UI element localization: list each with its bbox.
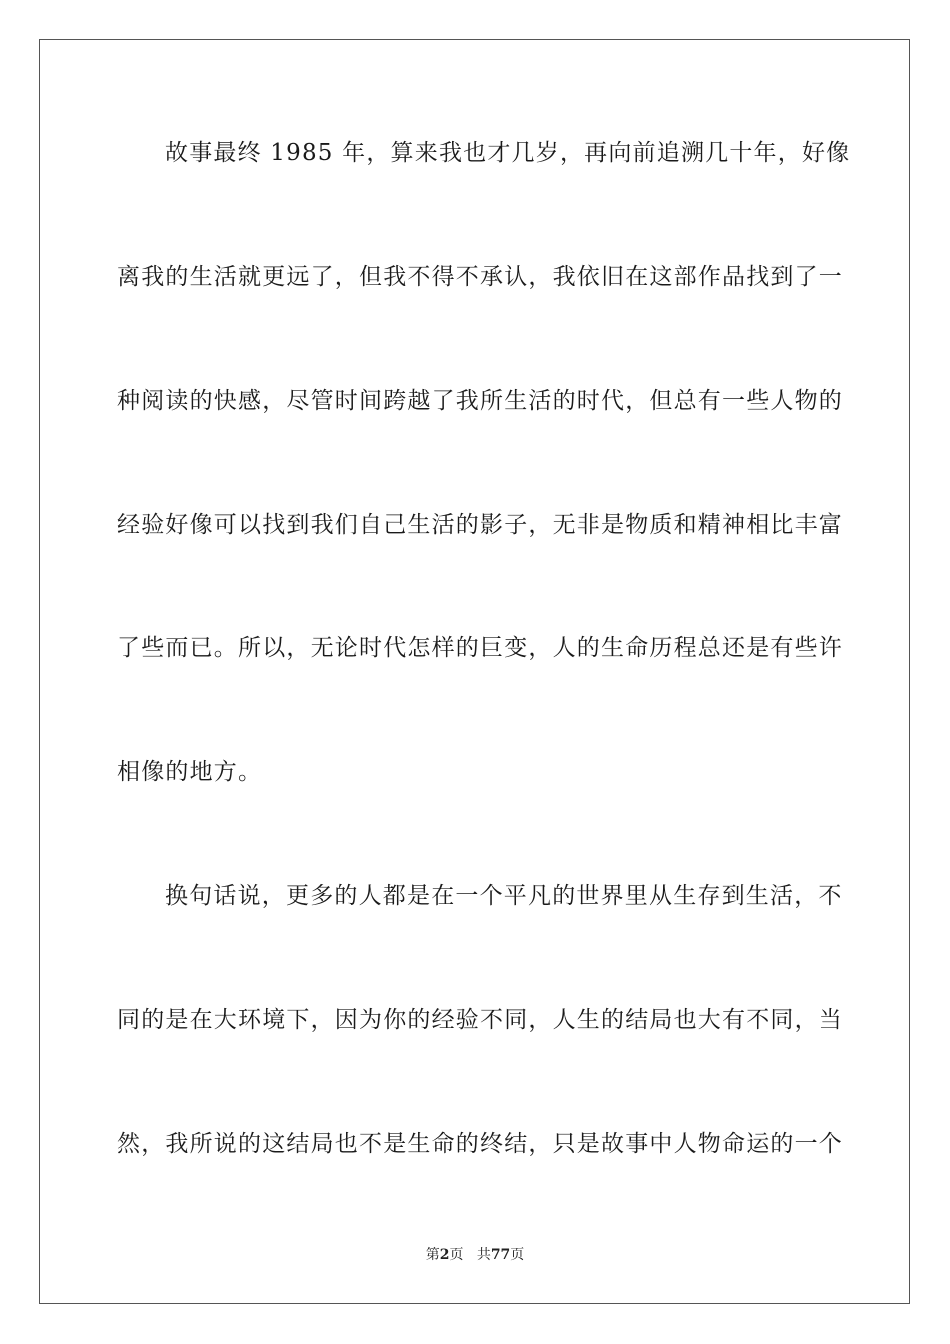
paragraph-2-line-1: 换句话说，更多的人都是在一个平凡的世界里从生存到生活，不 [165,883,843,909]
paragraph-2-line-2: 同的是在大环境下，因为你的经验不同，人生的结局也大有不同，当 [117,1007,843,1033]
total-pages: 77 [490,1247,511,1263]
page-prefix: 第 [425,1247,440,1263]
page-border [39,39,910,1304]
paragraph-1-line-5: 了些而已。所以，无论时代怎样的巨变，人的生命历程总还是有些许 [117,635,843,661]
paragraph-1-line-2: 离我的生活就更远了，但我不得不承认，我依旧在这部作品找到了一 [117,264,843,290]
paragraph-1-line-6: 相像的地方。 [117,759,263,785]
paragraph-1-line-4: 经验好像可以找到我们自己生活的影子，无非是物质和精神相比丰富 [117,512,843,538]
page-footer [0,1246,950,1264]
page-number: 2 [439,1247,450,1263]
total-suffix: 页 [510,1247,525,1263]
paragraph-2-line-3: 然，我所说的这结局也不是生命的终结，只是故事中人物命运的一个 [117,1131,843,1157]
page-suffix: 页 [449,1247,464,1263]
paragraph-1-line-3: 种阅读的快感，尽管时间跨越了我所生活的时代，但总有一些人物的 [117,388,843,414]
total-prefix: 共 [476,1247,491,1263]
paragraph-1-line-1: 故事最终 1985 年，算来我也才几岁，再向前追溯几十年，好像 [165,140,851,166]
